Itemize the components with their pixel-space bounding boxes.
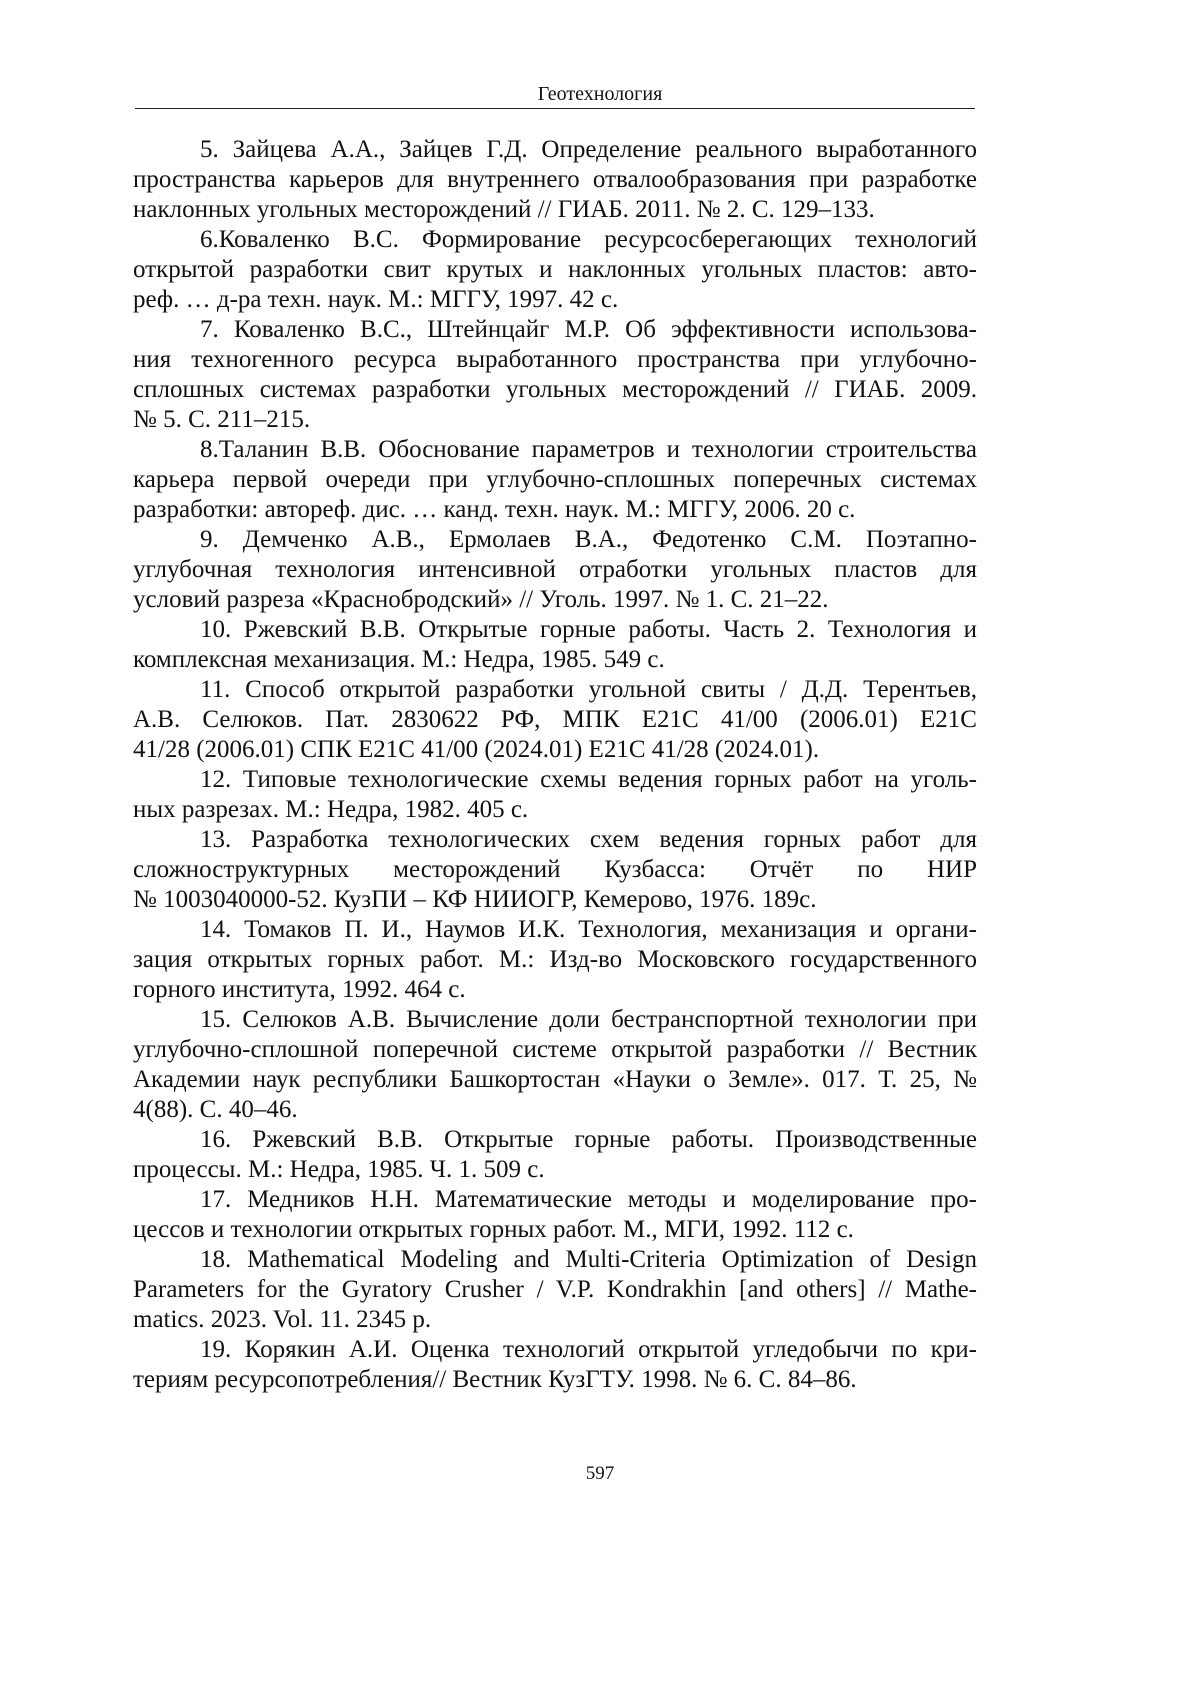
reference-line: наклонных угольных месторождений // ГИАБ. 2011. № 2. С. 129–133. [133,196,875,223]
reference-item [133,1125,977,1185]
reference-line: 18. Mathematical Modeling and Multi-Criteria Optimization of Design [200,1246,977,1273]
reference-line: 41/28 (2006.01) СПК E21C 41/00 (2024.01) E21C 41/28 (2024.01). [133,736,820,763]
reference-line: 11. Способ открытой разработки угольной свиты / Д.Д. Терентьев, [200,676,977,703]
reference-line: 10. Ржевский В.В. Открытые горные работы. Часть 2. Технология и [200,616,977,643]
reference-line: ния техногенного ресурса выработанного пространства при углубочно- [133,346,977,373]
reference-item [133,1185,977,1245]
reference-line: углубочно-сплошной поперечной системе открытой разработки // Вестник [133,1036,977,1063]
reference-line: 4(88). С. 40–46. [133,1096,298,1123]
reference-line: № 5. С. 211–215. [133,406,311,433]
header-rule [135,108,975,109]
reference-line: карьера первой очереди при углубочно-сплошных поперечных системах [133,466,977,493]
reference-item [133,1335,977,1395]
reference-item [133,675,977,765]
reference-line: цессов и технологии открытых горных работ. М., МГИ, 1992. 112 с. [133,1216,854,1243]
reference-line: процессы. М.: Недра, 1985. Ч. 1. 509 с. [133,1156,545,1183]
reference-line: 9. Демченко А.В., Ермолаев В.А., Федотенко С.М. Поэтапно- [200,526,977,553]
reference-line: 14. Томаков П. И., Наумов И.К. Технология, механизация и органи- [200,916,977,943]
reference-item [133,1245,977,1335]
reference-item [133,915,977,1005]
reference-item [133,315,977,435]
page-number: 597 [585,1463,615,1484]
reference-line: открытой разработки свит крутых и наклонных угольных пластов: авто- [133,256,977,283]
reference-line: горного института, 1992. 464 с. [133,976,466,1003]
reference-line: сложноструктурных месторождений Кузбасса: Отчёт по НИР [133,856,977,883]
reference-line: 5. Зайцева А.А., Зайцев Г.Д. Определение реального выработанного [200,136,977,163]
reference-line: 8.Таланин В.В. Обоснование параметров и технологии строительства [200,436,977,463]
reference-line: 12. Типовые технологические схемы ведения горных работ на уголь- [200,766,977,793]
reference-line: условий разреза «Краснобродский» // Уголь. 1997. № 1. С. 21–22. [133,586,829,613]
reference-list [133,135,977,1395]
reference-item [133,225,977,315]
reference-line: 13. Разработка технологических схем ведения горных работ для [200,826,977,853]
reference-line: 7. Коваленко В.С., Штейнцайг М.Р. Об эффективности использова- [200,316,977,343]
reference-item [133,615,977,675]
reference-line: 19. Корякин А.И. Оценка технологий открытой угледобычи по кри- [200,1336,977,1363]
reference-line: разработки: автореф. дис. … канд. техн. наук. М.: МГГУ, 2006. 20 с. [133,496,856,523]
reference-line: пространства карьеров для внутреннего отвалообразования при разработке [133,166,977,193]
reference-item [133,1005,977,1125]
reference-item [133,135,977,225]
reference-line: 17. Медников Н.Н. Математические методы и моделирование про- [200,1186,977,1213]
reference-item [133,435,977,525]
reference-line: № 1003040000-52. КузПИ – КФ НИИОГР, Кемерово, 1976. 189с. [133,886,817,913]
reference-line: Parameters for the Gyratory Crusher / V.P. Kondrakhin [and others] // Mathe- [133,1276,977,1303]
reference-line: реф. … д-ра техн. наук. М.: МГГУ, 1997. 42 с. [133,286,619,313]
reference-line: зация открытых горных работ. М.: Изд-во Московского государственного [133,946,977,973]
reference-line: ных разрезах. М.: Недра, 1982. 405 с. [133,796,529,823]
reference-line: 15. Селюков А.В. Вычисление доли бестранспортной технологии при [200,1006,977,1033]
reference-line: А.В. Селюков. Пат. 2830622 РФ, МПК E21C 41/00 (2006.01) E21C [133,706,977,733]
running-header: Геотехнология [537,83,663,105]
reference-item [133,825,977,915]
reference-item [133,765,977,825]
reference-item [133,525,977,615]
reference-line: matics. 2023. Vol. 11. 2345 p. [133,1306,432,1333]
reference-line: сплошных системах разработки угольных месторождений // ГИАБ. 2009. [133,376,977,403]
reference-line: 6.Коваленко В.С. Формирование ресурсосберегающих технологий [200,226,977,253]
reference-line: Академии наук республики Башкортостан «Науки о Земле». 017. Т. 25, № [133,1066,977,1093]
reference-line: углубочная технология интенсивной отработки угольных пластов для [133,556,977,583]
reference-line: териям ресурсопотребления// Вестник КузГТУ. 1998. № 6. С. 84–86. [133,1366,857,1393]
reference-line: 16. Ржевский В.В. Открытые горные работы. Производственные [200,1126,977,1153]
reference-line: комплексная механизация. М.: Недра, 1985. 549 с. [133,646,665,673]
